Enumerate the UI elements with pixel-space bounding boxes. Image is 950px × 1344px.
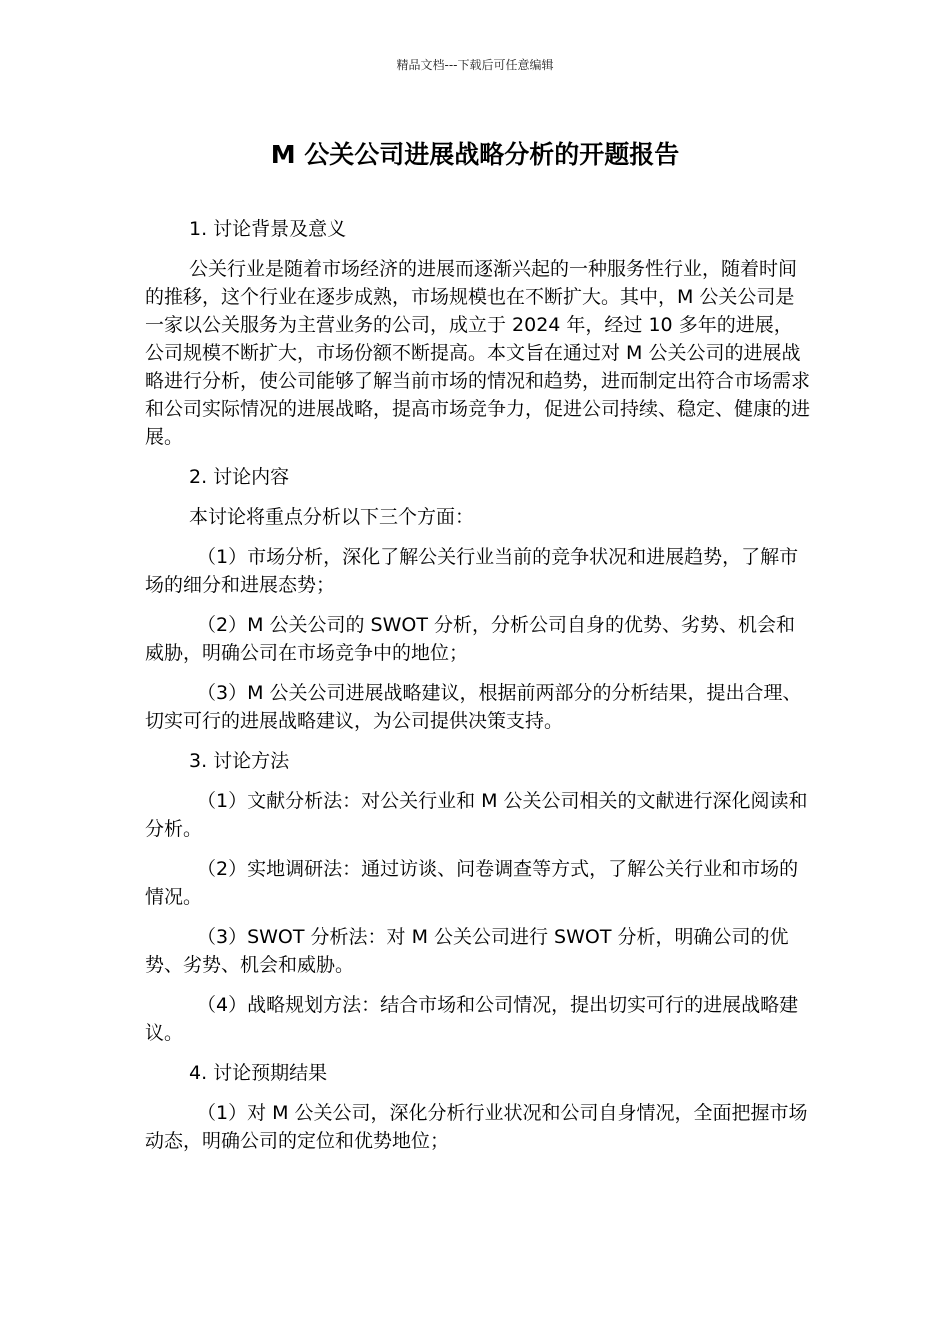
content-item: （2）M 公关公司的 SWOT 分析，分析公司自身的优势、劣势、机会和威胁，明确公司在市场竞争中的地位； xyxy=(145,614,796,664)
method-item: （3）SWOT 分析法：对 M 公关公司进行 SWOT 分析，明确公司的优势、劣势、机会和威胁。 xyxy=(145,926,789,976)
section-heading-background: 1. 讨论背景及意义 xyxy=(189,218,347,240)
section-heading-methods: 3. 讨论方法 xyxy=(189,750,290,772)
document-body xyxy=(145,215,810,1167)
page-header-note: 精品文档---下载后可任意编辑 xyxy=(396,58,554,72)
background-paragraph: 公关行业是随着市场经济的进展而逐渐兴起的一种服务性行业，随着时间的推移，这个行业在逐步成熟，市场规模也在不断扩大。其中，M 公关公司是一家以公关服务为主营业务的公司，成立于 2024 年，经过 10 多年的进展，公司规模不断扩大，市场份额不断提高。本文旨在通过对 M 公关公司的进展战略进行分析，使公司能够了解当前市场的情况和趋势，进而制定出符合市场需求和公司实际情况的进展战略，提高市场竞争力，促进公司持续、稳定、健康的进展。 xyxy=(145,258,811,448)
method-item: （2）实地调研法：通过访谈、问卷调查等方式，了解公关行业和市场的情况。 xyxy=(145,858,799,908)
section-heading-results: 4. 讨论预期结果 xyxy=(189,1062,328,1084)
method-item: （4）战略规划方法：结合市场和公司情况，提出切实可行的进展战略建议。 xyxy=(145,994,799,1044)
result-item: （1）对 M 公关公司，深化分析行业状况和公司自身情况，全面把握市场动态，明确公司的定位和优势地位； xyxy=(145,1102,808,1152)
document-title: M 公关公司进展战略分析的开题报告 xyxy=(270,140,680,169)
content-item: （1）市场分析，深化了解公关行业当前的竞争状况和进展趋势，了解市场的细分和进展态势； xyxy=(145,546,799,596)
section-heading-content: 2. 讨论内容 xyxy=(189,466,290,488)
method-item: （1）文献分析法：对公关行业和 M 公关公司相关的文献进行深化阅读和分析。 xyxy=(145,790,808,840)
content-intro: 本讨论将重点分析以下三个方面： xyxy=(189,506,475,528)
content-item: （3）M 公关公司进展战略建议，根据前两部分的分析结果，提出合理、切实可行的进展战略建议，为公司提供决策支持。 xyxy=(145,682,802,732)
